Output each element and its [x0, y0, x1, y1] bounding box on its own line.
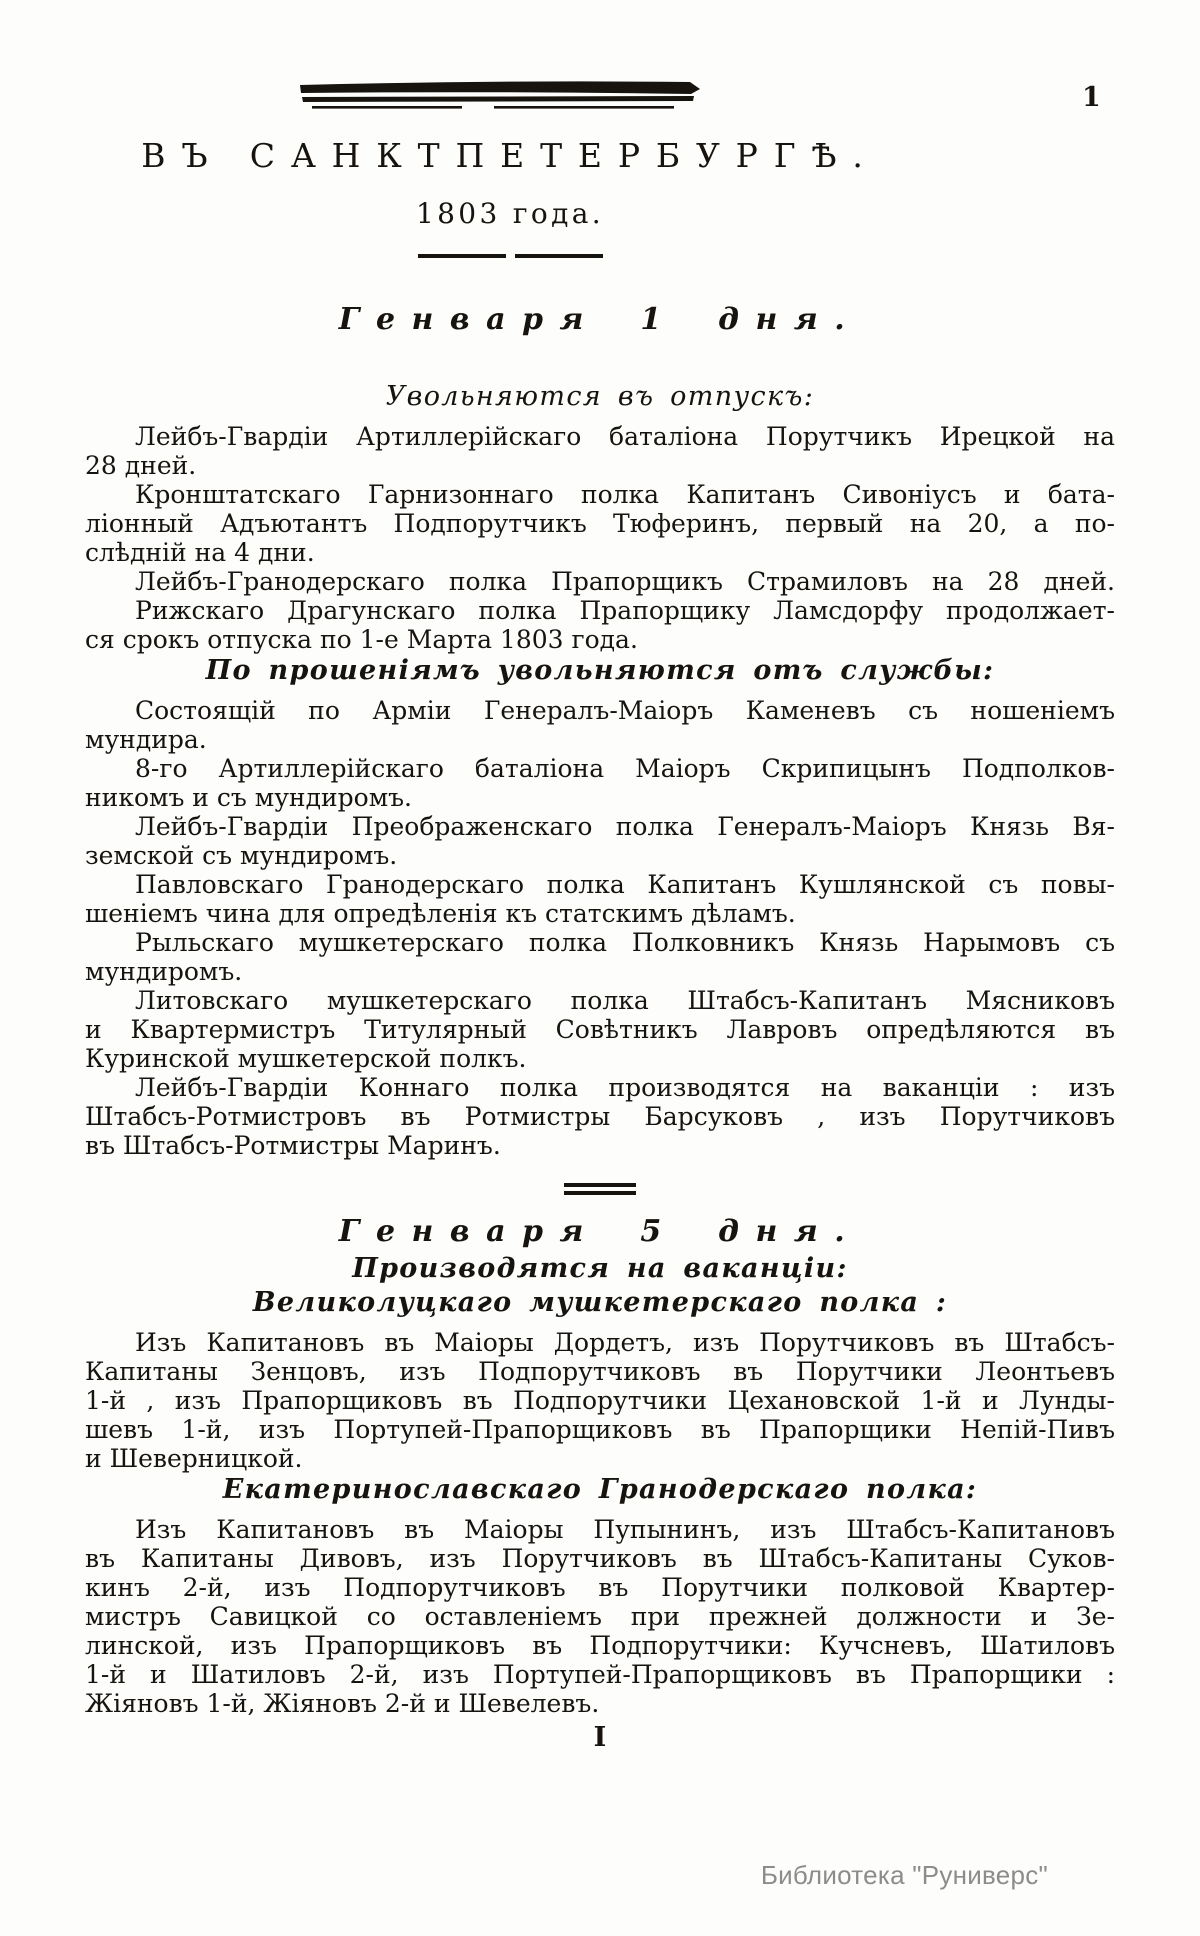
section-date-heading: Генваря 5 дня.: [338, 1214, 862, 1249]
body-line: 1-й и Шатиловъ 2-й, изъ Портупей-Прапорщиковъ въ Прапорщики :: [85, 1660, 1115, 1689]
divider-segment: [418, 254, 506, 258]
divider-segment: [515, 254, 603, 258]
section-date-heading: Генваря 1 дня.: [338, 302, 862, 337]
body-line: Капитаны Зенцовъ, изъ Подпорутчиковъ въ Порутчики Леонтьевъ: [85, 1357, 1115, 1386]
body-line: ся срокъ отпуска по 1-е Марта 1803 года.: [85, 625, 638, 654]
library-watermark: Библиотека "Руниверс": [760, 1860, 1048, 1890]
body-line: Лейбъ-Гранодерскаго полка Прапорщикъ Страмиловъ на 28 дней.: [135, 567, 1115, 596]
header-rule-ornament: [298, 80, 702, 114]
body-line: Состоящій по Арміи Генералъ-Маіоръ Каменевъ съ ношеніемъ: [135, 696, 1115, 725]
body-line: Изъ Капитановъ въ Маіоры Дордетъ, изъ Порутчиковъ въ Штабсъ-: [135, 1328, 1115, 1357]
divider-bar: [564, 1191, 636, 1195]
tapered-rule-icon: [298, 80, 702, 114]
body-line: мундира.: [85, 725, 207, 754]
body-line: Штабсъ-Ротмистровъ въ Ротмистры Барсуковъ , изъ Порутчиковъ: [85, 1102, 1115, 1131]
body-line: въ Штабсъ-Ротмистры Маринъ.: [85, 1131, 501, 1160]
body-block: [85, 422, 1115, 654]
masthead: [60, 134, 960, 260]
page-number: 1: [1082, 82, 1101, 113]
body-line: земской съ мундиромъ.: [85, 841, 398, 870]
body-line: Кронштатскаго Гарнизоннаго полка Капитанъ Сивоніусъ и бата-: [135, 480, 1115, 509]
divider-bar: [564, 1183, 636, 1187]
subheading-promotions: Производятся на ваканціи:: [352, 1253, 848, 1284]
body-line: слѣдній на 4 дни.: [85, 538, 315, 567]
body-line: никомъ и съ мундиромъ.: [85, 783, 412, 812]
body-block: [85, 1328, 1115, 1473]
subheading-regiment-ekaterinoslav: Екатеринославскаго Гранодерскаго полка:: [222, 1474, 978, 1505]
body-line: 8-го Артиллерійскаго баталіона Маіоръ Скрипицынъ Подполков-: [135, 754, 1115, 783]
body-line: и Шеверницкой.: [85, 1444, 303, 1473]
body-line: Куринской мушкетерской полкъ.: [85, 1044, 527, 1073]
body-line: въ Капитаны Дивовъ, изъ Порутчиковъ въ Штабсъ-Капитаны Суков-: [85, 1544, 1115, 1573]
body-line: Жіяновъ 1-й, Жіяновъ 2-й и Шевелевъ.: [85, 1689, 600, 1718]
section-divider: [85, 1183, 1115, 1199]
body-line: кинъ 2-й, изъ Подпорутчиковъ въ Порутчики полковой Квартер-: [85, 1573, 1115, 1602]
body-line: Лейбъ-Гвардіи Преображенскаго полка Генералъ-Маіоръ Князь Вя-: [135, 812, 1115, 841]
body-line: шеніемъ чина для опредѣленія къ статскимъ дѣламъ.: [85, 899, 796, 928]
body-line: Литовскаго мушкетерскаго полка Штабсъ-Капитанъ Мясниковъ: [135, 986, 1115, 1015]
body-line: Павловскаго Гранодерскаго полка Капитанъ Кушлянской съ повы-: [135, 870, 1115, 899]
body-line: и Квартермистръ Титулярный Совѣтникъ Лавровъ опредѣляются въ: [85, 1015, 1115, 1044]
body-line: Рижскаго Драгунскаго полка Прапорщику Ламсдорфу продолжает-: [135, 596, 1115, 625]
subheading-regiment-velikolutsk: Великолуцкаго мушкетерскаго полка :: [252, 1287, 948, 1318]
body-line: линской, изъ Прапорщиковъ въ Подпорутчики: Кучсневъ, Шатиловъ: [85, 1631, 1115, 1660]
body-line: ліонный Адъютантъ Подпорутчикъ Тюферинъ, первый на 20, а по-: [85, 509, 1115, 538]
section-january-1: [85, 300, 1115, 1160]
body-block: [85, 1515, 1115, 1718]
body-line: Изъ Капитановъ въ Маіоры Пупынинъ, изъ Штабсъ-Капитановъ: [135, 1515, 1115, 1544]
body-block: [85, 696, 1115, 1160]
body-line: 1-й , изъ Прапорщиковъ въ Подпорутчики Цехановской 1-й и Лунды-: [85, 1386, 1115, 1415]
body-line: Рыльскаго мушкетерскаго полка Полковникъ Князь Нарымовъ съ: [135, 928, 1115, 957]
body-line: мистръ Савицкой со оставленіемъ при прежней должности и Зе-: [85, 1602, 1115, 1631]
masthead-year: 1803 года.: [415, 197, 605, 230]
section-january-5: [85, 1212, 1115, 1718]
body-line: Лейбъ-Гвардіи Артиллерійскаго баталіона Порутчикъ Ирецкой на: [135, 422, 1115, 451]
signature-mark: I: [593, 1722, 607, 1753]
body-line: 28 дней.: [85, 451, 197, 480]
body-line: мундиромъ.: [85, 957, 243, 986]
subheading-leave: Увольняются въ отпускъ:: [385, 381, 815, 412]
masthead-title: ВЪ САНКТПЕТЕРБУРГѢ.: [141, 136, 879, 175]
body-line: шевъ 1-й, изъ Портупей-Прапорщиковъ въ Прапорщики Непій-Пивъ: [85, 1415, 1115, 1444]
subheading-discharge: По прошеніямъ увольняются отъ службы:: [205, 655, 995, 686]
masthead-divider: [60, 254, 960, 260]
body-line: Лейбъ-Гвардіи Коннаго полка производятся на ваканціи : изъ: [135, 1073, 1115, 1102]
